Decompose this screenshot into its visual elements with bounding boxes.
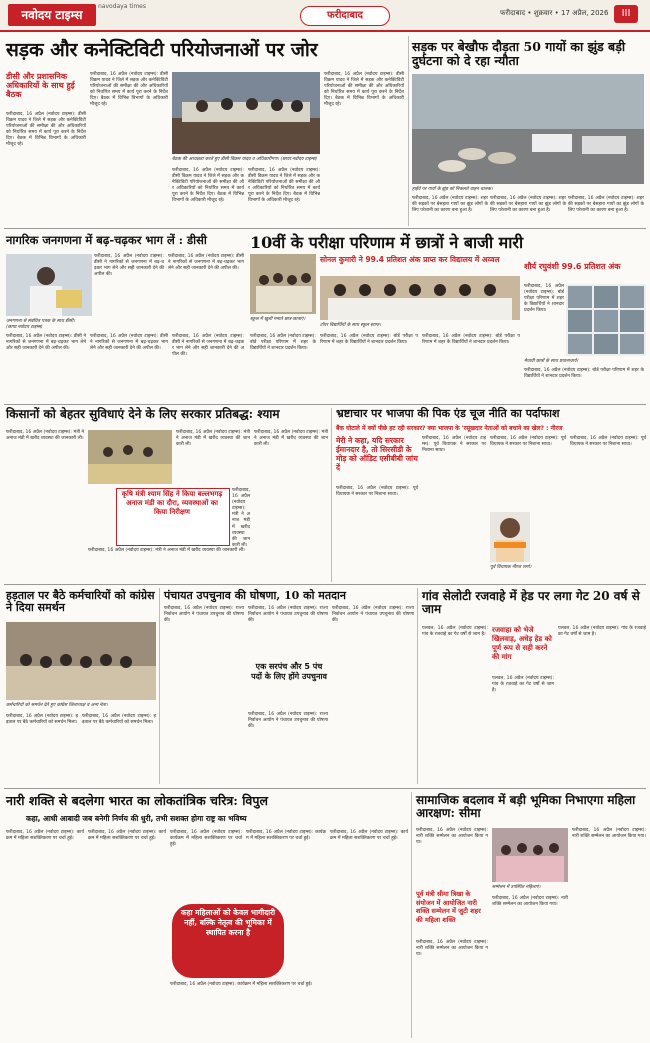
column-divider-3 (159, 588, 160, 784)
census-body-col1: फरीदाबाद, 16 अप्रैल (नवोदय टाइम्स): डीसी ने नागरिकों से जनगणना में बढ़-चढ़कर भाग लेने और सही जानकारी देने की अपील की। (94, 254, 164, 278)
lead-body-col1: फरीदाबाद, 16 अप्रैल (नवोदय टाइम्स): डीसी विक्रम यादव ने जिले में सड़क और कनेक्टिविटी परियोजनाओं की समीक्षा की और अधिकारियों को निर्धारित समय में कार्य पूरा करने के निर्देश दिए। बैठक में विभिन्न विभागों के अधिकारी मौजूद रहे। (6, 112, 86, 148)
lead-photo-caption: बैठक की अध्यक्षता करते हुए डीसी विक्रम यादव व अधिकारीगण। (छाया:नवोदय टाइम्स) (172, 157, 318, 162)
lead-subhead: डीसी और प्रशासनिक अधिकारियों के साथ हुई बैठक (6, 72, 75, 100)
reservation-photo (492, 828, 568, 882)
gate-body-col3: पलवल, 16 अप्रैल (नवोदय टाइम्स): गांव के रजवाहे का गेट वर्षों से जाम है। (558, 626, 646, 638)
exam-caption-mid: टॉपर विद्यार्थियों के साथ स्कूल स्टाफ। (320, 323, 381, 328)
column-divider-2 (331, 408, 332, 582)
bjp-body-col1: फरीदाबाद, 16 अप्रैल (नवोदय टाइम्स): पूर्व विधायक ने सरकार पर निशाना साधा। (336, 486, 418, 498)
lead-body-col5: फरीदाबाद, 16 अप्रैल (नवोदय टाइम्स): डीसी विक्रम यादव ने जिले में सड़क और कनेक्टिविटी परियोजनाओं की समीक्षा की और अधिकारियों को निर्धारित समय में कार्य पूरा करने के निर्देश दिए। बैठक में विभिन्न विभागों के अधिकारी मौजूद रहे। (324, 72, 404, 108)
women-body-col6: फरीदाबाद, 16 अप्रैल (नवोदय टाइम्स): कार्यक्रम में महिला सशक्तिकरण पर चर्चा हुई। (330, 830, 408, 842)
cow-body-col1: फरीदाबाद, 16 अप्रैल (नवोदय टाइम्स): शहर की सड़कों पर बेसहारा गायों का झुंड लोगों के लिए परेशानी का कारण बना हुआ है। (412, 196, 488, 214)
gate-body-col2: पलवल, 16 अप्रैल (नवोदय टाइम्स): गांव के रजवाहे का गेट वर्षों से जाम है। (492, 676, 554, 694)
women-callout: कहा महिलाओं को केवल भागीदारी नहीं, बल्कि नेतृत्व की भूमिका में स्थापित करना है (172, 904, 284, 978)
bjp-headline: भ्रष्टाचार पर भाजपा की पिक एंड चूज नीति का पर्दाफाश (336, 407, 560, 420)
reservation-callout: पूर्व मंत्री सीमा त्रिखा के संयोजन में आयोजित नारी शक्ति सम्मेलन में जुटी शहर की महिला शक्ति (416, 890, 481, 924)
women-body-col2: फरीदाबाद, 16 अप्रैल (नवोदय टाइम्स): कार्यक्रम में महिला सशक्तिकरण पर चर्चा हुई। (88, 830, 166, 842)
exam-photo-right (566, 284, 646, 356)
exam-sub-right: शौर्य रघुवंशी 99.6 प्रतिशत अंक (524, 262, 621, 271)
panchayat-body-col2: फरीदाबाद, 16 अप्रैल (नवोदय टाइम्स): राज्य निर्वाचन आयोग ने पंचायत उपचुनाव की घोषणा की। (248, 606, 328, 624)
exam-photo-left (250, 254, 316, 314)
exam-body-col1: फरीदाबाद, 16 अप्रैल (नवोदय टाइम्स): बोर्ड परीक्षा परिणाम में शहर के विद्यार्थियों ने शानदार प्रदर्शन किया। (250, 334, 316, 352)
exam-headline: 10वीं के परीक्षा परिणाम में छात्रों ने बाजी मारी (250, 233, 524, 252)
bjp-body-col2: फरीदाबाद, 16 अप्रैल (नवोदय टाइम्स): पूर्व विधायक ने सरकार पर निशाना साधा। (422, 436, 486, 454)
exam-sub-left: सोनल कुमारी ने 99.4 प्रतिशत अंक प्राप्त कर विद्यालय में अव्वल (320, 255, 500, 264)
row-divider-3 (4, 584, 646, 585)
panchayat-pullquote: एक सरपंच और 5 पंच पदों के लिए होंगे उपचुनाव (251, 662, 327, 681)
women-gathering-photo-icon (492, 828, 568, 882)
panchayat-headline: पंचायत उपचुनाव की घोषणा, 10 को मतदान (164, 589, 346, 602)
women-body-col5: फरीदाबाद, 16 अप्रैल (नवोदय टाइम्स): कार्यक्रम में महिला सशक्तिकरण पर चर्चा हुई। (246, 830, 326, 842)
reservation-body-col2: फरीदाबाद, 16 अप्रैल (नवोदय टाइम्स): नारी शक्ति सम्मेलन का आयोजन किया गया। (416, 940, 488, 958)
panchayat-body-col1: फरीदाबाद, 16 अप्रैल (नवोदय टाइम्स): राज्य निर्वाचन आयोग ने पंचायत उपचुनाव की घोषणा की। (164, 606, 244, 624)
panchayat-body-col3: फरीदाबाद, 16 अप्रैल (नवोदय टाइम्स): राज्य निर्वाचन आयोग ने पंचायत उपचुनाव की घोषणा की। (248, 712, 328, 730)
census-headline: नागरिक जनगणना में बढ़-चढ़कर भाग लें : डीसी (6, 233, 207, 247)
toppers-photo-icon (320, 276, 520, 320)
exam-body-col3: फरीदाबाद, 16 अप्रैल (नवोदय टाइम्स): बोर्ड परीक्षा परिणाम में शहर के विद्यार्थियों ने शानदार प्रदर्शन किया। (422, 334, 520, 346)
bjp-photo-caption: पूर्व विधायक नीरज शर्मा। (490, 565, 532, 570)
census-body-col3: फरीदाबाद, 16 अप्रैल (नवोदय टाइम्स): डीसी ने नागरिकों से जनगणना में बढ़-चढ़कर भाग लेने और सही जानकारी देने की अपील की। (6, 334, 86, 352)
row-divider (4, 228, 646, 229)
reservation-body-col3: फरीदाबाद, 16 अप्रैल (नवोदय टाइम्स): नारी शक्ति सम्मेलन का आयोजन किया गया। (492, 896, 568, 908)
census-body-col4: फरीदाबाद, 16 अप्रैल (नवोदय टाइम्स): डीसी ने नागरिकों से जनगणना में बढ़-चढ़कर भाग लेने और सही जानकारी देने की अपील की। (90, 334, 168, 352)
cow-photo-caption: हाईवे पर गायों के झुंड को निकलते वाहन चालक। (412, 187, 493, 192)
brand-small: navodaya times (98, 3, 147, 10)
census-body-col2: फरीदाबाद, 16 अप्रैल (नवोदय टाइम्स): डीसी ने नागरिकों से जनगणना में बढ़-चढ़कर भाग लेने और सही जानकारी देने की अपील की। (168, 254, 244, 272)
top-rule (0, 30, 650, 32)
panchayat-body-col4: फरीदाबाद, 16 अप्रैल (नवोदय टाइम्स): राज्य निर्वाचन आयोग ने पंचायत उपचुनाव की घोषणा की। (332, 606, 414, 624)
passport-photos-icon (566, 284, 646, 356)
lead-body-col2: फरीदाबाद, 16 अप्रैल (नवोदय टाइम्स): डीसी विक्रम यादव ने जिले में सड़क और कनेक्टिविटी परियोजनाओं की समीक्षा की और अधिकारियों को निर्धारित समय में कार्य पूरा करने के निर्देश दिए। बैठक में विभिन्न विभागों के अधिकारी मौजूद रहे। (90, 72, 168, 108)
exam-caption-left: स्कूल में खुशी मनाते छात्र-छात्राएं। (250, 317, 306, 322)
strike-headline: हड़ताल पर बैठे कर्मचारियों को कांग्रेस ने दिया समर्थन (6, 589, 155, 615)
cow-body-col3: फरीदाबाद, 16 अप्रैल (नवोदय टाइम्स): शहर की सड़कों पर बेसहारा गायों का झुंड लोगों के लिए परेशानी का कारण बना हुआ है। (568, 196, 644, 214)
farmer-body-col3: फरीदाबाद, 16 अप्रैल (नवोदय टाइम्स): मंत्री ने अनाज मंडी में खरीद व्यवस्था की जानकारी ली। (232, 488, 250, 548)
women-body-col3: फरीदाबाद, 16 अप्रैल (नवोदय टाइम्स): कार्यक्रम में महिला सशक्तिकरण पर चर्चा हुई। (170, 830, 242, 848)
women-headline: नारी शक्ति से बदलेगा भारत का लोकतांत्रिक चरित्र: विपुल (6, 793, 268, 808)
mandi-photo-icon (88, 430, 172, 484)
reservation-body-col4: फरीदाबाद, 16 अप्रैल (नवोदय टाइम्स): नारी शक्ति सम्मेलन का आयोजन किया गया। (572, 828, 646, 840)
farmer-body-col1: फरीदाबाद, 16 अप्रैल (नवोदय टाइम्स): मंत्री ने अनाज मंडी में खरीद व्यवस्था की जानकारी ली। (6, 430, 84, 442)
farmer-body-col5: फरीदाबाद, 16 अप्रैल (नवोदय टाइम्स): मंत्री ने अनाज मंडी में खरीद व्यवस्था की जानकारी ली। (254, 430, 328, 448)
census-body-col5: फरीदाबाद, 16 अप्रैल (नवोदय टाइम्स): डीसी ने नागरिकों से जनगणना में बढ़-चढ़कर भाग लेने और सही जानकारी देने की अपील की। (172, 334, 244, 358)
lead-headline: सड़क और कनेक्टिविटी परियोजनाओं पर जोर (6, 39, 318, 61)
exam-photo-mid (320, 276, 520, 320)
dateline: फरीदाबाद • शुक्रवार • 17 अप्रैल, 2026 (500, 9, 609, 17)
column-divider-4 (417, 588, 418, 784)
exam-body-side: फरीदाबाद, 16 अप्रैल (नवोदय टाइम्स): बोर्ड परीक्षा परिणाम में शहर के विद्यार्थियों ने शानदार प्रदर्शन किया। (524, 284, 564, 314)
farmer-headline: किसानों को बेहतर सुविधाएं देने के लिए सरकार प्रतिबद्ध: श्याम (6, 407, 280, 421)
strike-photo (6, 622, 156, 700)
census-photo (6, 254, 92, 316)
meeting-photo-icon (172, 72, 320, 154)
farmer-body-col2: फरीदाबाद, 16 अप्रैल (नवोदय टाइम्स): मंत्री ने अनाज मंडी में खरीद व्यवस्था की जानकारी ली। (176, 430, 250, 448)
farmer-pullquote: कृषि मंत्री श्याम सिंह ने किया बल्लभगढ़ अनाज मंडी का दौरा, व्यवस्थाओं का किया निरीक्षण (121, 490, 223, 516)
bjp-callout: मेरी ने कहा, यदि सरकार ईमानदार है, तो सिरसीडी के मोड़ को ऑडिट एसीबीबी जांच दें (336, 436, 418, 472)
reservation-body-col1: फरीदाबाद, 16 अप्रैल (नवोदय टाइम्स): नारी शक्ति सम्मेलन का आयोजन किया गया। (416, 828, 488, 846)
column-divider (408, 36, 409, 226)
cow-photo (412, 74, 644, 184)
farmer-photo (88, 430, 172, 484)
reservation-headline: सामाजिक बदलाव में बड़ी भूमिका निभाएगा महिला आरक्षण: सीमा (416, 793, 636, 821)
gate-body-col1: पलवल, 16 अप्रैल (नवोदय टाइम्स): गांव के रजवाहे का गेट वर्षों से जाम है। (422, 626, 488, 638)
brand-logo: नवोदय टाइम्स (8, 4, 96, 26)
protest-photo-icon (6, 622, 156, 700)
road-photo-icon (412, 74, 644, 184)
exam-caption-right: मेधावी छात्रों के साथ प्रधानाचार्य। (524, 359, 579, 364)
bjp-body-col4: फरीदाबाद, 16 अप्रैल (नवोदय टाइम्स): पूर्व विधायक ने सरकार पर निशाना साधा। (570, 436, 646, 448)
gate-headline: गांव सेलोटी रजवाहे में हेड पर लगा गेट 20 वर्ष से जाम (422, 589, 640, 617)
page-number: III (614, 5, 638, 23)
women-body-col1: फरीदाबाद, 16 अप्रैल (नवोदय टाइम्स): कार्यक्रम में महिला सशक्तिकरण पर चर्चा हुई। (6, 830, 84, 842)
bjp-photo (490, 512, 530, 562)
row-divider-4 (4, 788, 646, 789)
lead-body-col3: फरीदाबाद, 16 अप्रैल (नवोदय टाइम्स): डीसी विक्रम यादव ने जिले में सड़क और कनेक्टिविटी परियोजनाओं की समीक्षा की और अधिकारियों को निर्धारित समय में कार्य पूरा करने के निर्देश दिए। बैठक में विभिन्न विभागों के अधिकारी मौजूद रहे। (172, 168, 244, 204)
bjp-body-col3: फरीदाबाद, 16 अप्रैल (नवोदय टाइम्स): पूर्व विधायक ने सरकार पर निशाना साधा। (490, 436, 566, 448)
lead-body-col4: फरीदाबाद, 16 अप्रैल (नवोदय टाइम्स): डीसी विक्रम यादव ने जिले में सड़क और कनेक्टिविटी परियोजनाओं की समीक्षा की और अधिकारियों को निर्धारित समय में कार्य पूरा करने के निर्देश दिए। बैठक में विभिन्न विभागों के अधिकारी मौजूद रहे। (248, 168, 320, 204)
farmer-body-col4: फरीदाबाद, 16 अप्रैल (नवोदय टाइम्स): मंत्री ने अनाज मंडी में खरीद व्यवस्था की जानकारी ली। (88, 548, 245, 553)
gate-callout: रजवाहा को भेजे खिलवाड़, अधेड़ हेड को पूर्ण रूप से सही करने की मांग (492, 626, 552, 661)
row-divider-2 (4, 404, 646, 405)
section-label: फरीदाबाद (300, 6, 390, 26)
strike-photo-caption: कर्मचारियों को समर्थन देते हुए कांग्रेस जिलाध्यक्ष व अन्य नेता। (6, 703, 108, 708)
cow-headline: सड़क पर बेखौफ दौड़ता 50 गायों का झुंड बड़ी दुर्घटना को दे रहा न्यौता (412, 39, 626, 68)
exam-body-col2: फरीदाबाद, 16 अप्रैल (नवोदय टाइम्स): बोर्ड परीक्षा परिणाम में शहर के विद्यार्थियों ने शानदार प्रदर्शन किया। (320, 334, 418, 346)
strike-body-col1: फरीदाबाद, 16 अप्रैल (नवोदय टाइम्स): हड़ताल पर बैठे कर्मचारियों को समर्थन मिला। (6, 714, 78, 726)
students-photo-icon (250, 254, 316, 314)
women-body-col4: फरीदाबाद, 16 अप्रैल (नवोदय टाइम्स): कार्यक्रम में महिला सशक्तिकरण पर चर्चा हुई। (170, 982, 313, 987)
official-photo-icon (6, 254, 92, 316)
census-photo-caption: जनगणना से संबंधित पत्रक के साथ डीसी। (छाया:नवोदय टाइम्स) (6, 319, 75, 330)
women-subline: कहा, आधी आबादी जब बनेगी निर्णय की धुरी, तभी सशक्त होगा राष्ट्र का भविष्य (26, 814, 247, 823)
bjp-subline: बैंक घोटाले में क्यों पीछे हट रही सरकार? क्या भाजपा के 'रसूखदार नेताओं को बचाने का खेल? : नीरज (336, 425, 563, 432)
column-divider-5 (411, 792, 412, 1038)
lead-photo (172, 72, 320, 154)
reservation-photo-caption: सम्मेलन में उपस्थित महिलाएं। (492, 885, 541, 890)
portrait-icon (490, 512, 530, 562)
cow-body-col2: फरीदाबाद, 16 अप्रैल (नवोदय टाइम्स): शहर की सड़कों पर बेसहारा गायों का झुंड लोगों के लिए परेशानी का कारण बना हुआ है। (490, 196, 566, 214)
exam-body-col4: फरीदाबाद, 16 अप्रैल (नवोदय टाइम्स): बोर्ड परीक्षा परिणाम में शहर के विद्यार्थियों ने शानदार प्रदर्शन किया। (524, 368, 644, 380)
strike-body-col2: फरीदाबाद, 16 अप्रैल (नवोदय टाइम्स): हड़ताल पर बैठे कर्मचारियों को समर्थन मिला। (82, 714, 156, 726)
